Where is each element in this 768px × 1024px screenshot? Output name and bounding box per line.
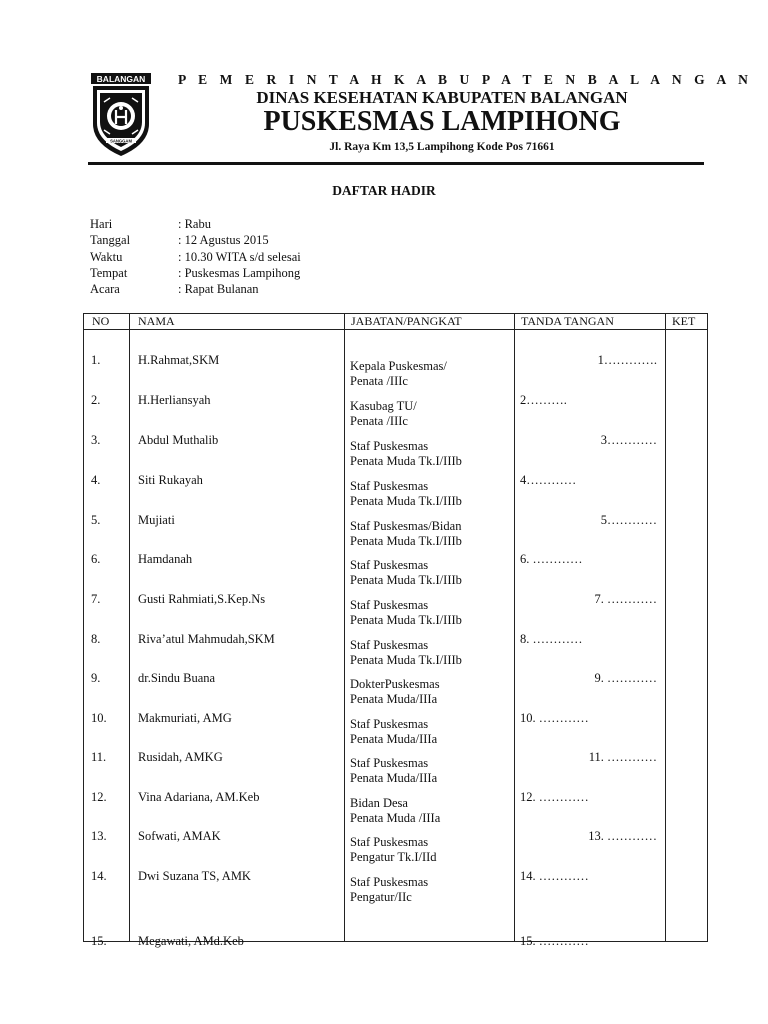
row-number: 4. xyxy=(91,473,101,487)
signature-line[interactable]: 8. ………… xyxy=(520,632,583,646)
attendee-position xyxy=(350,677,440,707)
attendee-position xyxy=(350,479,462,509)
header-nama: NAMA xyxy=(130,314,345,330)
table-row-signature xyxy=(515,551,665,591)
attendee-name: Makmuriati, AMG xyxy=(138,711,232,725)
header-ket: KET xyxy=(666,314,708,330)
signature-line[interactable]: 2………. xyxy=(520,393,567,407)
table-row-signature xyxy=(515,828,665,868)
meta-value: : Puskesmas Lampihong xyxy=(178,265,301,280)
row-number: 8. xyxy=(91,632,101,646)
meta-row xyxy=(90,249,301,265)
position-rank: Penata Muda Tk.I/IIIb xyxy=(350,613,462,628)
table-row-name xyxy=(130,472,344,512)
attendee-name: Megawati, AMd.Keb xyxy=(138,934,244,948)
table-row-no xyxy=(84,868,129,908)
table-row-name xyxy=(130,512,344,552)
table-row-name xyxy=(130,392,344,432)
meta-row xyxy=(90,232,301,248)
position-rank: Penata Muda /IIIa xyxy=(350,811,441,826)
signature-line[interactable]: 14. ………… xyxy=(520,869,589,883)
table-row-no xyxy=(84,670,129,710)
row-number: 10. xyxy=(91,711,107,725)
table-row-signature xyxy=(515,631,665,671)
signature-line[interactable]: 6. ………… xyxy=(520,552,583,566)
position-title: Staf Puskesmas/Bidan xyxy=(350,519,462,533)
letterhead-divider xyxy=(88,162,704,165)
meta-row xyxy=(90,216,301,232)
meta-label: Acara xyxy=(90,282,120,297)
attendee-position xyxy=(350,717,437,747)
signature-line[interactable]: 10. ………… xyxy=(520,711,589,725)
attendee-name: H.Rahmat,SKM xyxy=(138,353,220,367)
attendee-name: Siti Rukayah xyxy=(138,473,203,487)
table-row-position xyxy=(345,472,514,512)
table-row-position xyxy=(345,432,514,472)
row-number: 2. xyxy=(91,393,101,407)
table-row-position xyxy=(345,868,514,908)
table-row-no xyxy=(84,591,129,631)
position-title: Staf Puskesmas xyxy=(350,835,429,849)
position-title: Kasubag TU/ xyxy=(350,399,417,413)
meta-value: : 10.30 WITA s/d selesai xyxy=(178,249,301,264)
position-rank: Pengatur/IIc xyxy=(350,890,412,905)
position-rank: Penata Muda Tk.I/IIIb xyxy=(350,494,462,509)
table-row-position xyxy=(345,591,514,631)
row-number: 14. xyxy=(91,869,107,883)
row-number: 6. xyxy=(91,552,101,566)
meta-label: Tanggal xyxy=(90,233,131,248)
row-number: 9. xyxy=(91,671,101,685)
table-row-position xyxy=(345,352,514,392)
attendance-table xyxy=(83,313,708,948)
row-number: 5. xyxy=(91,513,101,527)
table-row-name xyxy=(130,591,344,631)
position-rank: Penata Muda Tk.I/IIIb xyxy=(350,454,462,469)
attendee-name: H.Herliansyah xyxy=(138,393,211,407)
column-nama xyxy=(130,330,345,948)
attendee-name: Riva’atul Mahmudah,SKM xyxy=(138,632,275,646)
signature-line[interactable]: 9. ………… xyxy=(594,671,657,685)
table-row-position xyxy=(345,512,514,552)
table-row-no xyxy=(84,631,129,671)
table-row-signature xyxy=(515,392,665,432)
letterhead xyxy=(88,70,753,166)
meta-value: : 12 Agustus 2015 xyxy=(178,233,269,248)
table-row-no xyxy=(84,710,129,750)
table-row-no xyxy=(84,551,129,591)
attendee-name: dr.Sindu Buana xyxy=(138,671,216,685)
table-row-no xyxy=(84,472,129,512)
table-row-name xyxy=(130,551,344,591)
table-row-no xyxy=(84,828,129,868)
attendee-name: Sofwati, AMAK xyxy=(138,829,221,843)
table-row-no xyxy=(84,432,129,472)
row-number: 12. xyxy=(91,790,107,804)
meta-label: Waktu xyxy=(90,249,123,264)
letterhead-address: Jl. Raya Km 13,5 Lampihong Kode Pos 71661 xyxy=(329,141,555,153)
table-row-no xyxy=(84,392,129,432)
row-number: 3. xyxy=(91,433,101,447)
row-number: 15. xyxy=(91,934,107,948)
header-no: NO xyxy=(84,314,130,330)
table-row-position xyxy=(345,933,514,973)
signature-line[interactable]: 11. ………… xyxy=(588,750,657,764)
signature-line[interactable]: 5………… xyxy=(600,513,657,527)
position-title: Bidan Desa xyxy=(350,796,408,810)
table-row-name xyxy=(130,352,344,392)
header-tanda-tangan: TANDA TANGAN xyxy=(515,314,666,330)
attendee-position xyxy=(350,756,437,786)
meta-row xyxy=(90,265,301,281)
table-row-signature xyxy=(515,512,665,552)
letterhead-puskesmas: PUSKESMAS LAMPIHONG xyxy=(263,106,621,137)
signature-line[interactable]: 15. ………… xyxy=(520,934,589,948)
table-row-signature xyxy=(515,352,665,392)
position-title: Kepala Puskesmas/ xyxy=(350,359,447,373)
column-no xyxy=(84,330,130,948)
attendee-name: Dwi Suzana TS, AMK xyxy=(138,869,251,883)
table-row-name xyxy=(130,828,344,868)
signature-line[interactable]: 7. ………… xyxy=(594,592,657,606)
position-title: Staf Puskesmas xyxy=(350,875,429,889)
attendee-name: Mujiati xyxy=(138,513,175,527)
position-rank: Penata Muda Tk.I/IIIb xyxy=(350,653,462,668)
attendance-body xyxy=(84,330,708,942)
attendance-header-row xyxy=(84,314,708,330)
letterhead-government: P E M E R I N T A H K A B U P A T E N B A L A N G A N xyxy=(178,72,753,87)
attendee-position xyxy=(350,875,428,905)
table-row-signature xyxy=(515,432,665,472)
table-row-signature xyxy=(515,472,665,512)
meta-row xyxy=(90,281,301,297)
position-rank: Penata /IIIc xyxy=(350,374,408,389)
logo-text-top: BALANGAN xyxy=(96,74,146,84)
table-row-no xyxy=(84,749,129,789)
attendee-name: Abdul Muthalib xyxy=(138,433,219,447)
table-row-signature xyxy=(515,749,665,789)
table-row-signature xyxy=(515,933,665,973)
position-rank: Pengatur Tk.I/IId xyxy=(350,850,437,865)
signature-line[interactable]: 1…………. xyxy=(597,353,657,367)
meta-value: : Rabu xyxy=(178,217,211,231)
attendee-position xyxy=(350,399,417,429)
position-title: Staf Puskesmas xyxy=(350,479,429,493)
meta-label: Tempat xyxy=(90,265,128,280)
attendee-position xyxy=(350,835,437,865)
position-title: DokterPuskesmas xyxy=(350,677,440,691)
table-row-name xyxy=(130,749,344,789)
attendee-position xyxy=(350,359,447,389)
document-title: DAFTAR HADIR xyxy=(332,183,436,198)
row-number: 11. xyxy=(91,750,107,764)
position-rank: Penata Muda/IIIa xyxy=(350,732,438,747)
balangan-regency-logo xyxy=(90,72,152,158)
table-row-name xyxy=(130,670,344,710)
table-row-name xyxy=(130,631,344,671)
attendee-position xyxy=(350,598,462,628)
table-row-position xyxy=(345,749,514,789)
attendee-position xyxy=(350,638,462,668)
table-row-no xyxy=(84,789,129,829)
table-row-signature xyxy=(515,710,665,750)
position-rank: Penata Muda Tk.I/IIIb xyxy=(350,573,462,588)
position-rank: Penata Muda/IIIa xyxy=(350,692,438,707)
table-row-position xyxy=(345,551,514,591)
column-ket xyxy=(666,330,708,942)
table-row-no xyxy=(84,933,129,973)
position-rank: Penata /IIIc xyxy=(350,414,408,429)
shield-emblem-icon xyxy=(90,72,152,158)
position-title: Staf Puskesmas xyxy=(350,756,429,770)
letterhead-agency: DINAS KESEHATAN KABUPATEN BALANGAN xyxy=(256,88,628,107)
meta-value: : Rapat Bulanan xyxy=(178,282,259,297)
attendee-position xyxy=(350,796,440,826)
position-title: Staf Puskesmas xyxy=(350,717,429,731)
row-number: 1. xyxy=(91,353,101,367)
column-jabatan xyxy=(345,330,515,942)
attendee-position xyxy=(350,439,462,469)
position-title: Staf Puskesmas xyxy=(350,558,429,572)
header-jabatan: JABATAN/PANGKAT xyxy=(345,314,515,330)
position-rank: Penata Muda/IIIa xyxy=(350,771,438,786)
attendee-name: Vina Adariana, AM.Keb xyxy=(138,790,260,804)
table-row-name xyxy=(130,710,344,750)
table-row-position xyxy=(345,631,514,671)
table-row-name xyxy=(130,868,344,908)
table-row-name xyxy=(130,789,344,829)
table-row-no xyxy=(84,352,129,392)
signature-line[interactable]: 3………… xyxy=(600,433,657,447)
signature-line[interactable]: 13. ………… xyxy=(588,829,657,843)
signature-line[interactable]: 4………… xyxy=(520,473,577,487)
table-row-signature xyxy=(515,670,665,710)
row-number: 7. xyxy=(91,592,101,606)
attendee-name: Rusidah, AMKG xyxy=(138,750,223,764)
attendee-position xyxy=(350,558,462,588)
row-number: 13. xyxy=(91,829,107,843)
table-row-position xyxy=(345,789,514,829)
table-row-position xyxy=(345,828,514,868)
table-row-position xyxy=(345,670,514,710)
attendee-name: Gusti Rahmiati,S.Kep.Ns xyxy=(138,592,266,606)
table-row-no xyxy=(84,512,129,552)
position-title: Staf Puskesmas xyxy=(350,439,429,453)
logo-text-bottom: SANGGAM xyxy=(110,138,132,144)
table-row-signature xyxy=(515,789,665,829)
table-row-signature xyxy=(515,591,665,631)
table-row-position xyxy=(345,710,514,750)
table-row-position xyxy=(345,392,514,432)
position-title: Staf Puskesmas xyxy=(350,598,429,612)
column-tanda-tangan xyxy=(515,330,666,948)
position-rank: Penata Muda Tk.I/IIIb xyxy=(350,534,462,549)
table-row-signature xyxy=(515,868,665,908)
table-row-name xyxy=(130,432,344,472)
table-row-name xyxy=(130,933,344,973)
meta-label: Hari xyxy=(90,217,113,231)
signature-line[interactable]: 12. ………… xyxy=(520,790,589,804)
position-title: Staf Puskesmas xyxy=(350,638,429,652)
meeting-details xyxy=(90,216,301,297)
attendee-name: Hamdanah xyxy=(138,552,193,566)
attendee-position xyxy=(350,519,462,549)
